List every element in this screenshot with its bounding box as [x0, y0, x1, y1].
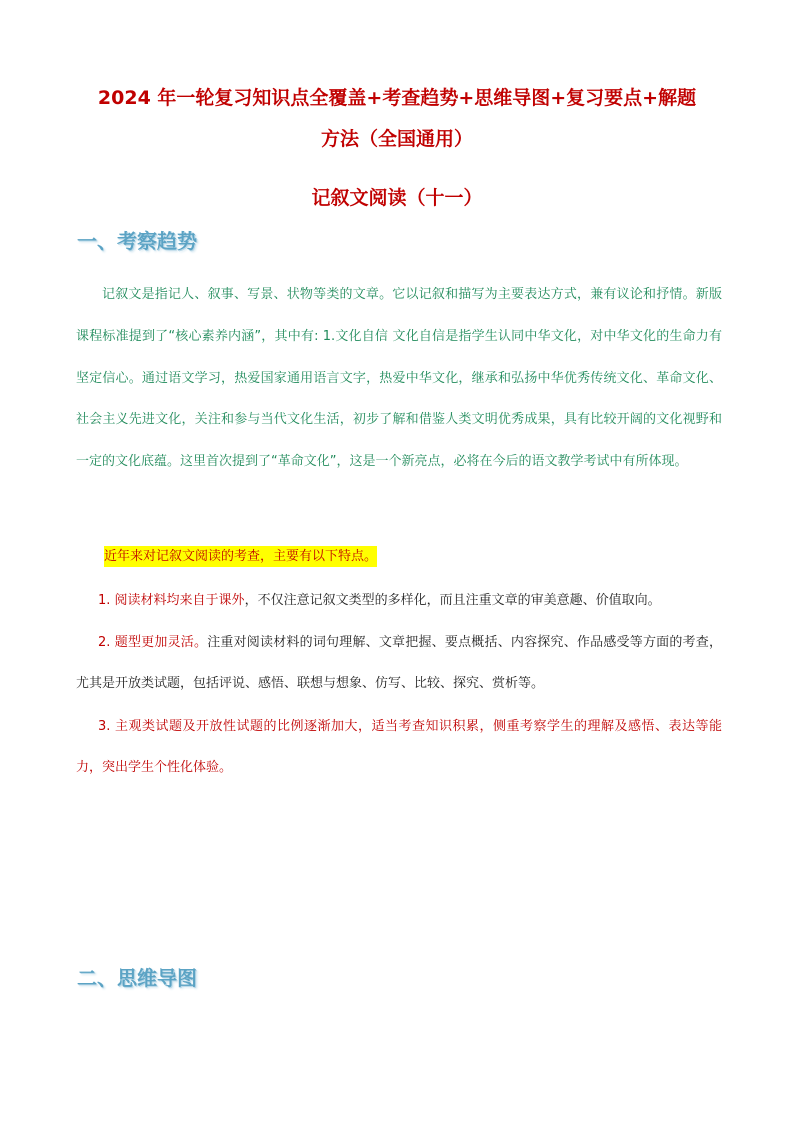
item-number: 3.: [98, 719, 111, 734]
section-heading-trends: 一、考察趋势: [77, 229, 197, 253]
item-number: 1.: [98, 593, 111, 608]
highlighted-text: 近年来对记叙文阅读的考查，主要有以下特点。: [104, 546, 377, 567]
item-lead: 题型更加灵活。: [114, 635, 208, 650]
highlight-note: [104, 544, 377, 570]
item-lead: 阅读材料均来自于课外: [114, 593, 245, 608]
intro-paragraph: 记叙文是指记人、叙事、写景、状物等类的文章。它以记叙和描写为主要表达方式，兼有议论和抒情。新版课程标准提到了“核心素养内涵”，其中有: 1.文化自信 文化自信是指学生认同中华文化，对中华文化的生命力有坚定信心。通过语文学习，热爱国家通用语言文字，热爱中华文化，继承和弘扬中华优秀传统文化、革命文化、社会主义先进文化，关注和参与当代文化生活，初步了解和借鉴人类文明优秀成果，具有比较开阔的文化视野和一定的文化底蕴。这里首次提到了“革命文化”，这是一个新亮点，必将在今后的语文教学考试中有所体现。: [76, 287, 722, 470]
document-subtitle: 记叙文阅读（十一）: [311, 187, 483, 209]
list-item: [76, 622, 722, 704]
item-body: 注重对阅读材料的词句理解、文章把握、要点概括、内容探究、作品感受等方面的考查，尤其是开放类试题，包括评说、感悟、联想与想象、仿写、比较、探究、赏析等。: [76, 635, 722, 691]
section-heading-mindmap: 二、思维导图: [77, 966, 197, 990]
list-item: [76, 580, 722, 621]
item-body: ，不仅注意记叙文类型的多样化，而且注重文章的审美意趣、价值取向。: [244, 593, 661, 608]
item-lead: 主观类试题及开放性试题的比例逐渐加大，适当考查知识积累，侧重考察学生的理解及感悟、表达等能力，突出学生个性化体验。: [76, 719, 722, 775]
document-title-line-2: 方法（全国通用）: [320, 128, 473, 150]
list-item: [76, 706, 722, 788]
document-title-line-1: 2024 年一轮复习知识点全覆盖+考查趋势+思维导图+复习要点+解题: [97, 87, 697, 109]
item-number: 2.: [98, 635, 111, 650]
